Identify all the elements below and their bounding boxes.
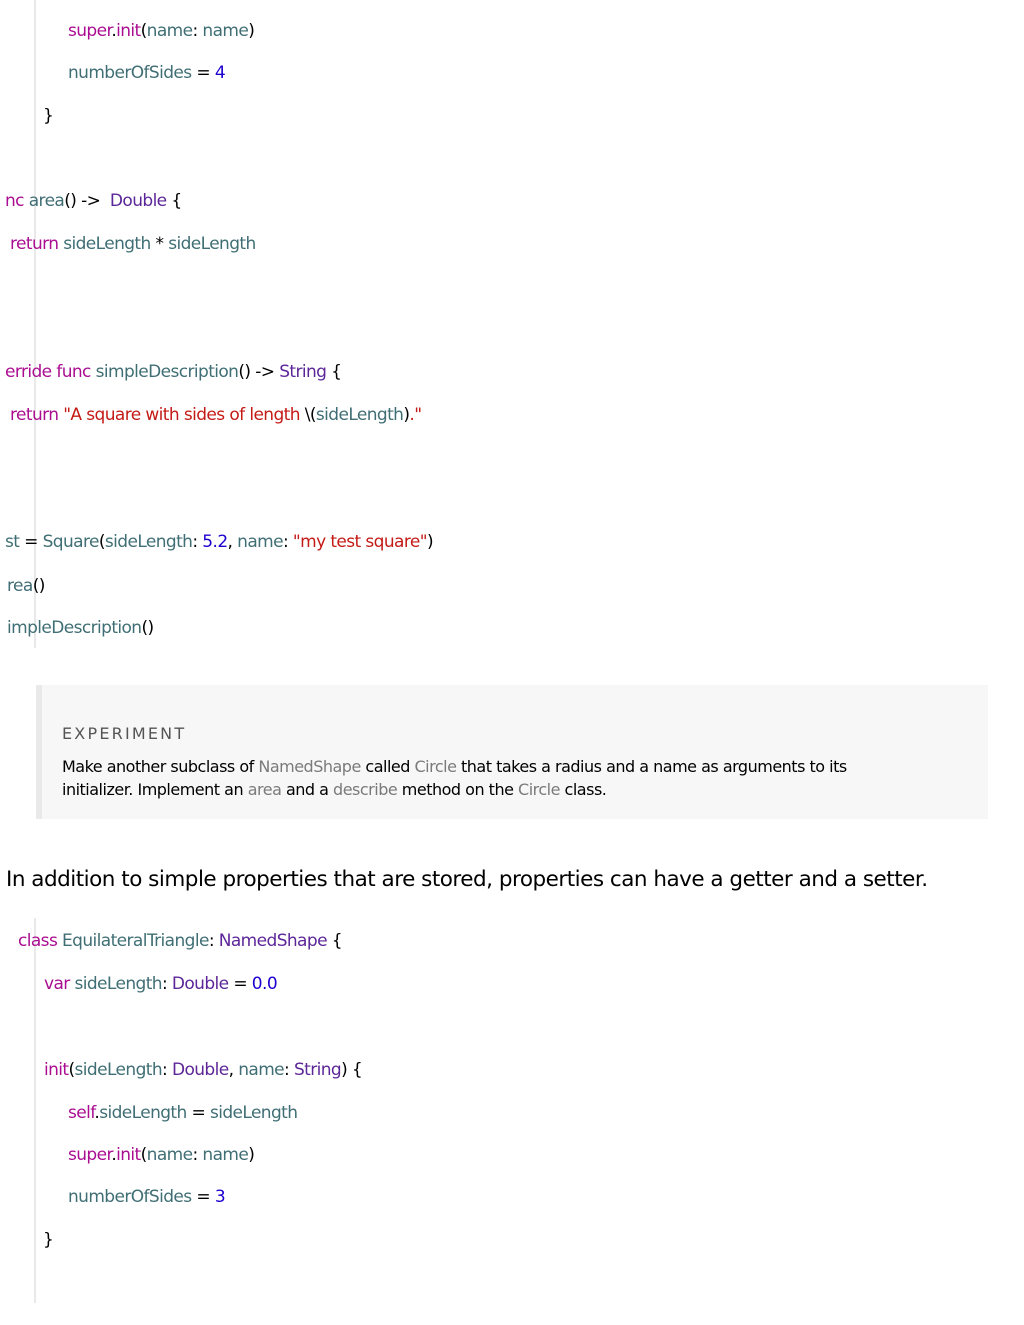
code-keyword: init	[116, 1145, 141, 1165]
code-punctuation: (	[98, 532, 105, 552]
code-identifier: name	[146, 1145, 193, 1165]
code-identifier: name	[202, 21, 249, 41]
code-keyword: erride	[5, 362, 52, 382]
code-punctuation: =	[191, 1187, 215, 1207]
code-identifier: sideLength	[315, 405, 404, 425]
code-punctuation: ()	[32, 576, 45, 596]
code-punctuation: .	[111, 1145, 117, 1165]
code-identifier: st	[5, 532, 20, 552]
code-keyword: self	[68, 1103, 95, 1123]
code-punctuation: )	[248, 1145, 255, 1165]
code-line	[44, 1059, 362, 1081]
code-identifier: numberOfSides	[68, 63, 192, 83]
code-punctuation: =	[19, 532, 43, 552]
code-punctuation: () ->	[64, 191, 110, 211]
code-identifier: name	[237, 532, 283, 552]
code-punctuation: :	[192, 21, 203, 41]
code-punctuation: }	[43, 106, 54, 126]
code-identifier: area	[28, 191, 65, 211]
inline-code: Circle	[518, 780, 560, 799]
body-paragraph: In addition to simple properties that are stored, properties can have a getter and a setter.	[6, 867, 928, 892]
code-string: ."	[409, 405, 422, 425]
code-identifier: Square	[42, 532, 99, 552]
code-number: 4	[214, 63, 226, 83]
code-line	[7, 575, 45, 597]
code-identifier: impleDescription	[7, 618, 142, 638]
code-line	[68, 1102, 297, 1124]
code-line	[68, 1186, 225, 1208]
code-keyword: func	[56, 362, 91, 382]
code-punctuation: =	[228, 974, 252, 994]
code-punctuation: ,	[228, 1060, 239, 1080]
code-punctuation: {	[166, 191, 182, 211]
code-number: 5.2	[202, 532, 228, 552]
code-type: NamedShape	[218, 931, 327, 951]
code-block-rule	[34, 918, 36, 1303]
code-punctuation: (	[68, 1060, 75, 1080]
code-keyword: init	[116, 21, 141, 41]
code-identifier: rea	[7, 576, 33, 596]
code-type: String	[293, 1060, 342, 1080]
code-punctuation: (	[140, 21, 147, 41]
code-punctuation: .	[94, 1103, 100, 1123]
experiment-text: that takes a radius and a name as arguments to its	[456, 757, 847, 776]
code-keyword: var	[44, 974, 70, 994]
code-punctuation: () ->	[238, 362, 280, 382]
code-punctuation: (	[140, 1145, 147, 1165]
experiment-title: EXPERIMENT	[62, 724, 187, 743]
code-string: "my test square"	[292, 532, 427, 552]
code-punctuation: .	[111, 21, 117, 41]
code-type: Double	[171, 1060, 229, 1080]
code-punctuation: )	[403, 405, 410, 425]
experiment-text-line	[62, 756, 847, 778]
code-identifier: name	[202, 1145, 249, 1165]
code-punctuation: ) {	[341, 1060, 363, 1080]
code-string: "A square with sides of length	[63, 405, 305, 425]
code-line	[18, 930, 342, 952]
code-line	[7, 617, 154, 639]
code-punctuation: :	[284, 1060, 294, 1080]
code-line	[43, 1229, 53, 1251]
code-identifier: sideLength	[63, 234, 151, 254]
inline-code: Circle	[414, 757, 457, 776]
code-keyword: super	[68, 21, 112, 41]
code-type: String	[279, 362, 327, 382]
code-identifier: sideLength	[209, 1103, 298, 1123]
code-identifier: sideLength	[74, 974, 162, 994]
code-number: 3	[214, 1187, 226, 1207]
code-keyword: return	[10, 405, 59, 425]
experiment-text: method on the	[397, 780, 519, 799]
experiment-text: and a	[281, 780, 334, 799]
code-identifier: simpleDescription	[95, 362, 239, 382]
code-punctuation: }	[43, 1230, 54, 1250]
code-line	[68, 20, 254, 42]
code-line	[44, 973, 277, 995]
inline-code: describe	[333, 780, 398, 799]
code-line	[5, 361, 341, 383]
code-line	[5, 531, 433, 553]
experiment-text-line	[62, 779, 606, 801]
experiment-text: initializer. Implement an	[62, 780, 248, 799]
code-identifier: sideLength	[74, 1060, 163, 1080]
code-punctuation: )	[248, 21, 255, 41]
code-punctuation: {	[326, 931, 342, 951]
code-keyword: nc	[5, 191, 29, 211]
code-identifier: name	[146, 21, 193, 41]
code-punctuation: {	[326, 362, 342, 382]
code-punctuation: ()	[141, 618, 154, 638]
experiment-text: Make another subclass of	[62, 757, 259, 776]
code-punctuation: :	[192, 1145, 203, 1165]
experiment-text: class.	[559, 780, 607, 799]
code-identifier: EquilateralTriangle	[62, 931, 209, 951]
code-line	[10, 404, 421, 426]
code-keyword: return	[10, 234, 59, 254]
code-identifier: sideLength	[168, 234, 256, 254]
code-punctuation: \(	[304, 405, 316, 425]
code-punctuation: =	[186, 1103, 210, 1123]
code-line	[43, 105, 53, 127]
code-identifier: sideLength	[99, 1103, 187, 1123]
code-punctuation: :	[282, 532, 293, 552]
code-identifier: name	[238, 1060, 285, 1080]
code-line	[68, 62, 225, 84]
code-type: Double	[171, 974, 229, 994]
code-number: 0.0	[251, 974, 278, 994]
code-punctuation: :	[208, 931, 219, 951]
code-line	[68, 1144, 254, 1166]
code-punctuation: :	[162, 1060, 172, 1080]
code-punctuation: ,	[227, 532, 238, 552]
experiment-text: called	[360, 757, 415, 776]
code-type: Double	[109, 191, 167, 211]
code-identifier: numberOfSides	[68, 1187, 192, 1207]
experiment-callout	[36, 685, 988, 819]
inline-code: NamedShape	[258, 757, 361, 776]
code-keyword: super	[68, 1145, 112, 1165]
code-identifier: sideLength	[104, 532, 193, 552]
code-punctuation: *	[150, 234, 169, 254]
code-keyword: init	[44, 1060, 69, 1080]
inline-code: area	[247, 780, 282, 799]
code-line	[5, 190, 182, 212]
code-punctuation: :	[161, 974, 172, 994]
code-punctuation: =	[191, 63, 215, 83]
code-block-equilateral-triangle	[0, 918, 1024, 1303]
code-punctuation: :	[192, 532, 203, 552]
code-punctuation: )	[426, 532, 433, 552]
code-keyword: class	[18, 931, 58, 951]
code-line	[10, 233, 256, 255]
code-block-square	[0, 0, 1024, 648]
